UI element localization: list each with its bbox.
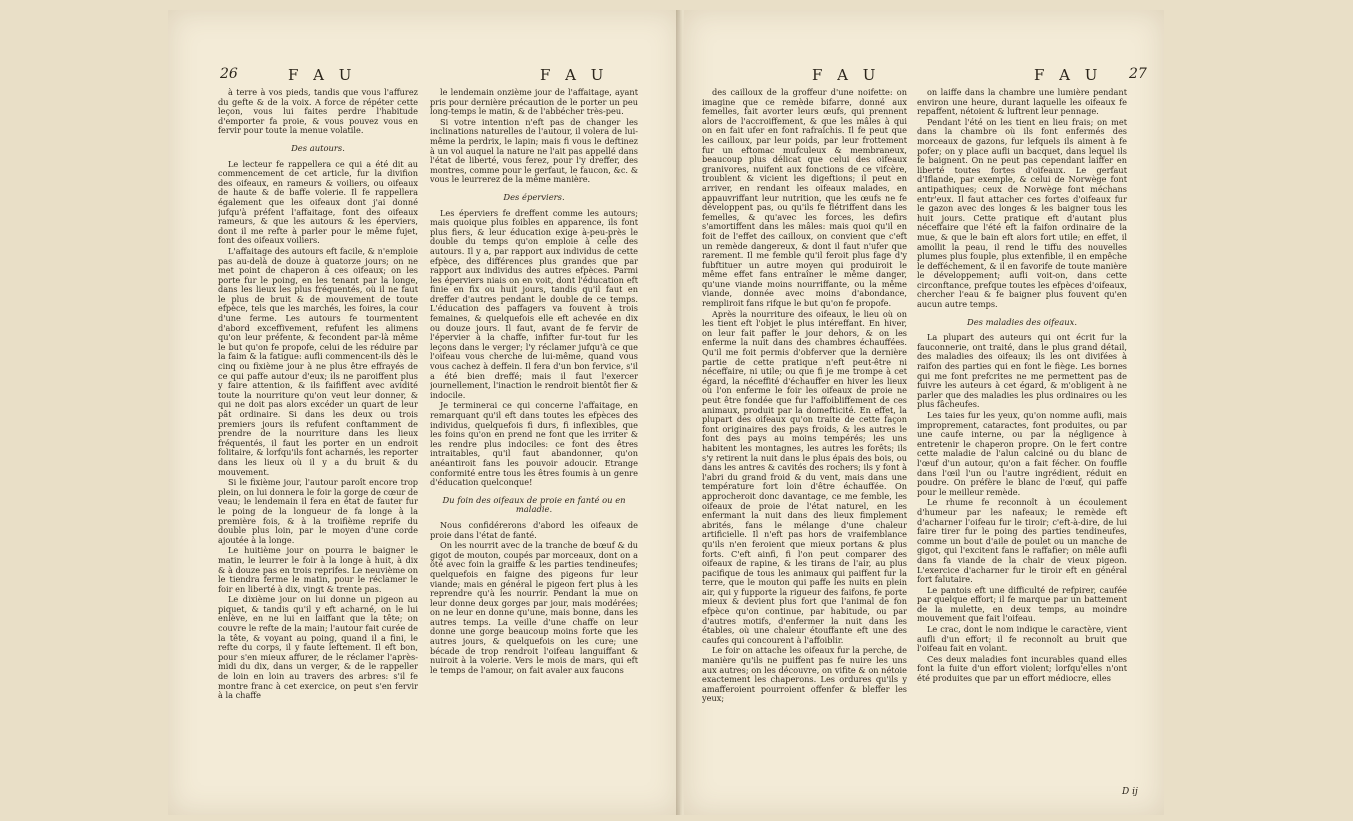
left-page [168,10,680,815]
paragraph: L'affaitage des autours eft facile, & n'emploie pas au-delà de douze à quatorze jours; on ne met point de chaperon à ces oifeaux; on les porte fur le poing, en les tenant par la longe, dans les lieux les plus fréquentés, où il ne faut le plus de bruit & de mouvement de toute efpèce, tels que les marchés, les foires, la cour d'une ferme. Les autours fe tourmentent d'abord exceffivement, refufent les alimens qu'on leur préfente, & fecondent par-là même le but qu'on fe propofe, celui de les réduire par la faim & la fatigue: aufli commencent-ils dès le cinq ou fixième jour à ne plus être effrayés de ce qui paffe autour d'eux; ils ne paroiffent plus y faire attention, & ils faififfent avec avidité toute la nourriture qu'on veut leur donner, & qui ne doit pas alors excéder un quart de leur pât ordinaire. Si dans les deux ou trois premiers jours ils refufent conftamment de prendre de la nourriture dans les lieux fréquentés, il faut les porter en un endroit folitaire, & lorfqu'ils font acharnés, les reporter dans les lieux où il y a du bruit & du mouvement. [218,245,418,477]
paragraph: Le foir on attache les oifeaux fur la perche, de manière qu'ils ne puiffent pas fe nuire les uns aux autres; on les découvre, on vifite & on nétoie exactement les chaperons. Les ordures qu'ils y amafferoient pourroient offenfer & bleffer les yeux; [702,645,907,704]
paragraph: On les nourrit avec de la tranche de bœuf & du gigot de mouton, coupés par morceaux, dont on a ôté avec foin la graiffe & les parties tendineufes; quelquefois en faigne des pigeons fur leur viande; mais en général le pigeon fert plus à les reprendre qu'à les nourrir. Pendant la mue on leur donne deux gorges par jour, mais modérées; on ne leur en donne qu'une, mais bonne, dans les autres temps. La veille d'une chaffe on leur donne une gorge beaucoup moins forte que les autres jours, & quelquefois on les cure; une bécade de trop rendroit l'oifeau languiffant & nuiroit à la volerie. Vers le mois de mars, qui eft le temps de l'amour, on fait avaler aux faucons [430,540,638,675]
text-column [917,88,1127,798]
signature-mark: D ij [1122,787,1138,797]
paragraph: La plupart des auteurs qui ont écrit fur la fauconnerie, ont traité, dans le plus grand détail, des maladies des oifeaux; ils les ont divifées à raifon des parties qui en font le fiège. Les bornes qui me font prefcrites ne me permettent pas de fuivre les auteurs à cet égard, & m'obligent à ne parler que des maladies les plus ordinaires ou les plus fâcheufes. [917,332,1127,410]
paragraph: Après la nourriture des oifeaux, le lieu où on les tient eft l'objet le plus intéreffant. En hiver, on leur fait paffer le jour dehors, & on les enferme la nuit dans des chambres échauffées. Qu'il me foit permis d'obferver que la dernière partie de cette pratique n'eft peut-être ni néceffaire, ni utile; ou que fi je me trompe à cet égard, la néceffité d'échauffer en hiver les lieux où l'on enferme le foir les oifeaux de proie ne peut être fondée que fur l'affoibliffement de ces animaux, produit par la domefticité. En effet, la plupart des oifeaux qu'on traite de cette façon font originaires des pays froids, & les autres le font des pays au moins tempérés; les uns habitent les montagnes, les autres les forêts; ils s'y retirent la nuit dans le plus épais des bois, ou dans les antres & cavités des rochers; ils y font à l'abri du grand froid & du vent, mais dans une température fort loin d'être échauffée. On approcheroit donc davantage, ce me femble, les oifeaux de proie de l'état naturel, en les enfermant la nuit dans des lieux fimplement abrités, fans le mélange d'une chaleur artificielle. Il n'eft pas hors de vraifemblance qu'ils n'en feroient que mieux portans & plus forts. C'eft ainfi, fi l'on peut comparer des oifeaux de rapine, & les tirans de l'air, au plus pacifique de tous les animaux qui paiffent fur la terre, que le mouton qui paffe les nuits en plein air, qui y fupporte la rigueur des faifons, fe porte mieux & devient plus fort que l'animal de fon efpèce qu'on continue, par habitude, ou par d'autres motifs, d'enfermer la nuit dans les étables, où une chaleur étouffante eft une des caufes qui concourent à l'affoiblir. [702,308,907,645]
paragraph: Le huitième jour on pourra le baigner le matin, le leurrer le foir à la longe à huit, à dix & à douze pas en trois reprifes. Le neuvième on le tiendra ferme le matin, pour le réclamer le foir en liberté à dix, vingt & trente pas. [218,545,418,594]
paragraph: on laiffe dans la chambre une lumière pendant environ une heure, durant laquelle les oifeaux fe repaffent, nétoient & luftrent leur pennage. [917,88,1127,117]
section-heading: Des éperviers. [503,191,565,202]
paragraph: Nous confidérerons d'abord les oifeaux de proie dans l'état de fanté. [430,519,638,540]
paragraph: Si le fixième jour, l'autour paroît encore trop plein, on lui donnera le foir la gorge de cœur de veau; le lendemain il fera en état de fauter fur le poing de la longueur de fa longe à la première fois, & à la troifième reprife du double plus loin, par le moyen d'une corde ajoutée à la longe. [218,477,418,545]
paragraph: Pendant l'été on les tient en lieu frais; on met dans la chambre où ils font enfermés des morceaux de gazons, fur lefquels ils aiment à fe pofer; on y place aufli un bacquet, dans lequel ils fe baignent. On ne peut pas cependant laiffer en liberté toutes fortes d'oifeaux. Le gerfaut d'Iflande, par exemple, & celui de Norwège font antipathiques; ceux de Norwège font méchans entr'eux. Il faut attacher ces fortes d'oifeaux fur le gazon avec des longes & les baigner tous les huit jours. Cette pratique eft d'autant plus néceffaire que l'été eft la faifon ordinaire de la mue, & que le bain eft alors fort utile; en effet, il amollit la peau, il rend le tiffu des nouvelles plumes plus fouple, plus extenfible, il en empêche le defféchement, & il en favorife de toute manière le développement; aufli voit-on, dans cette circonftance, prefque toutes les efpèces d'oifeaux, chercher l'eau & fe baigner plus fouvent qu'en aucun autre temps. [917,116,1127,310]
paragraph: Le rhume fe reconnoît à un écoulement d'humeur par les nafeaux; le remède eft d'acharner l'oifeau fur le tiroir; c'eft-à-dire, de lui faire tirer fur le poing des parties tendineufes, comme un bout d'aile de poulet ou un manche de gigot, qui l'excitent fans le raffafier; on mêle aufli dans fa viande de la chair de vieux pigeon. L'exercice d'acharner fur le tiroir eft en général fort falutaire. [917,497,1127,585]
paragraph: Ces deux maladies font incurables quand elles font la fuite d'un effort violent; lorfqu'elles n'ont été produites que par un effort médiocre, elles [917,653,1127,684]
page-number: 26 [220,66,238,82]
paragraph: Les taies fur les yeux, qu'on nomme aufli, mais improprement, cataractes, font produites, ou par une caufe interne, ou par la négligence à entretenir le chaperon propre. On le fert contre cette maladie de l'alun calciné ou du blanc de l'œuf d'un autour, qu'on a fait fécher. On fouffle dans l'œil l'un ou l'autre ingrédient, réduit en poudre. On préfère le blanc de l'œuf, qui paffe pour le meilleur remède. [917,410,1127,497]
running-head: F A U [540,66,609,84]
text-column [702,88,907,798]
running-head: F A U [812,66,881,84]
right-page [684,10,1164,815]
paragraph: à terre à vos pieds, tandis que vous l'affurez du gefte & de la voix. A force de répéter cette leçon, vous lui faites perdre l'habitude d'emporter fa proie, & vous pouvez vous en fervir pour toute la menue volatile. [218,88,418,136]
paragraph: Le dixième jour on lui donne un pigeon au piquet, & tandis qu'il y eft acharné, on le lui enlève, en ne lui en laiffant que la tête; on couvre le refte de la main; l'autour fait curée de la tête, & voyant au poing, quand il a fini, le refte du corps, il y faute leftement. Il eft bon, pour s'en mieux affurer, de le réclamer l'après-midi du dix, dans un verger, & de le rappeller de loin en loin au travers des arbres: s'il fe montre franc à cet exercice, on peut s'en fervir à la chaffe [218,594,418,701]
paragraph: Les éperviers fe dreffent comme les autours; mais quoique plus foibles en apparence, ils font plus fiers, & leur éducation exige à-peu-près le double du temps qu'on emploie à celle des autours. Il y a, par rapport aux individus de cette efpèce, des différences plus grandes que par rapport aux individus des autres efpèces. Parmi les éperviers niais on en voit, dont l'éducation eft finie en fix ou huit jours, tandis qu'il faut en dreffer d'autres pendant le double de ce temps. L'éducation des paffagers va fouvent à trois femaines, & quelquefois elle eft achevée en dix ou douze jours. Il faut, avant de fe fervir de l'épervier à la chaffe, infifter fur-tout fur les leçons dans le verger; l'y réclamer jufqu'à ce que l'oifeau vous cherche de lui-même, quand vous vous cachez à deffein. Il fera d'un bon fervice, s'il a été bien dreffé; mais il faut l'exercer journellement, l'inaction le rendroit bientôt fier & indocile. [430,207,638,400]
running-head: F A U [288,66,357,84]
paragraph: Le pantois eft une difficulté de refpirer, caufée par quelque effort; il fe marque par un battement de la mulette, en deux temps, au moindre mouvement que fait l'oifeau. [917,584,1127,624]
paragraph: Le lecteur fe rappellera ce qui a été dit au commencement de cet article, fur la divifion des oifeaux, en rameurs & voiliers, ou oifeaux de haute & de baffe volerie. Il fe rappellera également que les oifeaux dont j'ai donné jufqu'à préfent l'affaitage, font des oifeaux rameurs, & que les autours & les éperviers, dont il me refte à parler pour le même fujet, font des oifeaux voiliers. [218,158,418,246]
paragraph: Le crac, dont le nom indique le caractère, vient aufli d'un effort; il fe reconnoît au bruit que l'oifeau fait en volant. [917,624,1127,654]
page-number: 27 [1129,66,1147,82]
section-heading: Des maladies des oifeaux. [966,316,1078,327]
paragraph: Si votre intention n'eft pas de changer les inclinations naturelles de l'autour, il volera de lui-même la perdrix, le lapin; mais fi vous le deftinez à un vol auquel la nature ne l'ait pas appellé dans l'état de liberté, vous ferez, pour l'y dreffer, des montres, comme pour le gerfaut, le faucon, &c. & vous le leurrerez de la même manière. [430,116,638,185]
paragraph: Je terminerai ce qui concerne l'affaitage, en remarquant qu'il eft dans toutes les efpèces des individus, quelquefois fi durs, fi inflexibles, que les foins qu'on en prend ne font que les irriter & les rendre plus indociles: ce font des êtres intraitables, qu'il faut abandonner, qu'on anéantiroit fans les pouvoir adoucir. Etrange conformité entre tous les êtres foumis à un genre d'éducation quelconque! [430,400,638,488]
paragraph: des cailloux de la groffeur d'une noifette: on imagine que ce remède bifarre, donné aux femelles, fait avorter leurs œufs, qui prennent alors de l'accroiffement, & que les mâles à qui on en fait ufer en font rafraîchis. Il fe peut que les cailloux, par leur poids, par leur frottement fur un eftomac mufculeux & membraneux, beaucoup plus délicat que celui des oifeaux granivores, nuifent aux fonctions de ce vifcère, troublent & vicient les digeftions; il peut en arriver, en rendant les oifeaux malades, en appauvriffant leur nutrition, que les œufs ne fe développent pas, ou qu'ils fe flétriffent dans les femelles, & qu'avec les forces, les defirs s'amortiffent dans les mâles: mais quoi qu'il en foit de l'effet des cailloux, on convient que c'eft un remède dangereux, & dont il faut n'ufer que rarement. Il me femble qu'il feroit plus fage d'y fubftituer un autre moyen qui produiroit le même effet fans entraîner le même danger, qu'une viande moins nourriffante, ou la même viande, donnée avec moins d'abondance, rempliroit fans rifque le but qu'on fe propofe. [702,88,907,309]
paragraph: le lendemain onzième jour de l'affaitage, ayant pris pour dernière précaution de le porter un peu long-temps le matin, & de l'abbécher très-peu. [430,88,638,117]
section-heading: Des autours. [291,142,345,153]
text-column [218,88,418,808]
running-head: F A U [1034,66,1103,84]
section-heading: Du foin des oifeaux de proie en fanté ou en maladie. [442,494,626,515]
text-column [430,88,638,808]
